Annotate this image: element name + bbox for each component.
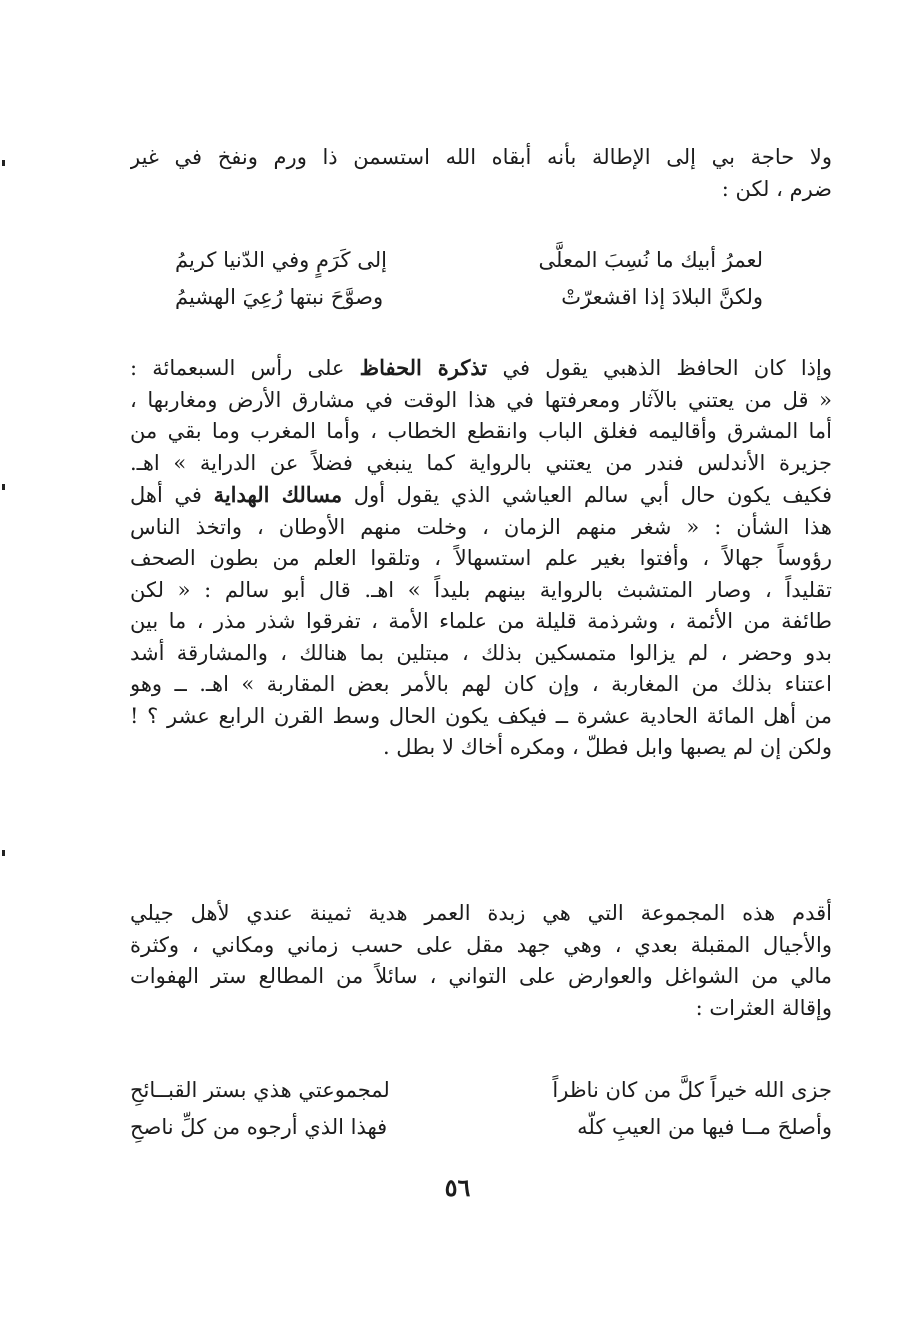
text-line: مالي من الشواغل والعوارض على التواني ، سائلاً من المطالع ستر الهفوات xyxy=(130,964,832,988)
verse-hemistich-right: وأصلحَ مــا فيها من العيبِ كلّه xyxy=(577,1115,832,1139)
text-line: هذا الشأن : « شغر منهم الزمان ، وخلت منهم الأوطان ، واتخذ الناس xyxy=(130,514,832,539)
paragraph-main xyxy=(130,352,832,764)
verse-hemistich-right: ولكنَّ البلادَ إذا اقشعرّتْ xyxy=(561,285,763,309)
scan-mark xyxy=(2,484,5,490)
text-segment: في أهل xyxy=(130,483,214,507)
page-number: ٥٦ xyxy=(444,1173,471,1202)
verse-hemistich-left: فهذا الذي أرجوه من كلِّ ناصحِ xyxy=(130,1115,388,1139)
text-line: بدو وحضر ، لم يزالوا متمسكين بذلك ، مبتلين بما هنالك ، والمشارقة أشد xyxy=(130,640,832,665)
paragraph-dedication xyxy=(130,898,832,1024)
text-line: وإقالة العثرات : xyxy=(695,995,832,1020)
verse-block-2 xyxy=(130,1072,832,1146)
text-line xyxy=(130,352,832,385)
verse-hemistich-left: لمجموعتي هذي بستر القبــائحِ xyxy=(130,1078,390,1102)
verse-row xyxy=(175,242,763,279)
verse-row xyxy=(175,279,763,316)
text-line: من أهل المائة الحادية عشرة ــ فيكف يكون الحال وسط القرن الرابع عشر ؟ ! xyxy=(130,703,832,728)
verse-row xyxy=(130,1109,832,1146)
text-segment: على رأس السبعمائة : xyxy=(130,356,360,380)
text-line: تقليداً ، وصار المتشبث بالرواية بينهم بليداً » اهـ. قال أبو سالم : « لكن xyxy=(130,577,832,602)
text-line: ضرم ، لكن : xyxy=(721,176,832,201)
text-segment: فكيف يكون حال أبي سالم العياشي الذي يقول أول xyxy=(342,483,832,507)
verse-hemistich-right: لعمرُ أبيك ما نُسِبَ المعلَّى xyxy=(538,248,763,272)
text-line: طائفة من الأئمة ، وشرذمة قليلة من علماء الأمة ، تفرقوا شذر مذر ، ما بين xyxy=(130,609,832,633)
verse-hemistich-right: جزى الله خيراً كلَّ من كان ناظراً xyxy=(552,1078,832,1102)
text-line: جزيرة الأندلس فندر من يعتني بالرواية كما ينبغي فضلاً عن الدراية » اهـ. xyxy=(130,450,832,475)
book-title-tadhkirat: تذكرة الحفاظ xyxy=(359,355,488,380)
text-segment: وإذا كان الحافظ الذهبي يقول في xyxy=(487,356,832,380)
scan-mark xyxy=(2,160,5,166)
verse-row xyxy=(130,1072,832,1109)
text-line: رؤوساً جهالاً ، وأفتوا بغير علم استسهالاً ، وتلقوا العلم من بطون الصحف xyxy=(130,546,832,570)
text-line: ولكن إن لم يصبها وابل فطلّ ، ومكره أخاك لا بطل . xyxy=(382,735,832,759)
text-line: والأجيال المقبلة بعدي ، وهي جهد مقل على حسب زماني ومكاني ، وكثرة xyxy=(130,932,832,957)
text-line: « قل من يعتني بالآثار ومعرفتها في هذا الوقت في مشارق الأرض ومغاربها ، xyxy=(130,387,832,412)
text-line: اعتناء بذلك من المغاربة ، وإن كان لهم بالأمر بعض المقاربة » اهـ. ــ وهو xyxy=(130,672,832,696)
text-line xyxy=(130,479,832,512)
verse-hemistich-left: وصوَّحَ نبتها رُعِيَ الهشيمُ xyxy=(175,285,384,309)
text-line: أما المشرق وأقاليمه فغلق الباب وانقطع الخطاب ، وأما المغرب وما بقي من xyxy=(130,419,832,443)
verse-block-1 xyxy=(175,242,763,316)
verse-hemistich-left: إلى كَرَمٍ وفي الدّنيا كريمُ xyxy=(175,248,387,272)
book-title-masalik: مسالك الهداية xyxy=(213,482,343,507)
scan-mark xyxy=(2,850,5,856)
text-line: أقدم هذه المجموعة التي هي زبدة العمر هدية ثمينة عندي لأهل جيلي xyxy=(130,901,832,925)
paragraph-intro xyxy=(130,142,832,205)
text-line: ولا حاجة بي إلى الإطالة بأنه أبقاه الله استسمن ذا ورم ونفخ في غير xyxy=(130,145,832,169)
